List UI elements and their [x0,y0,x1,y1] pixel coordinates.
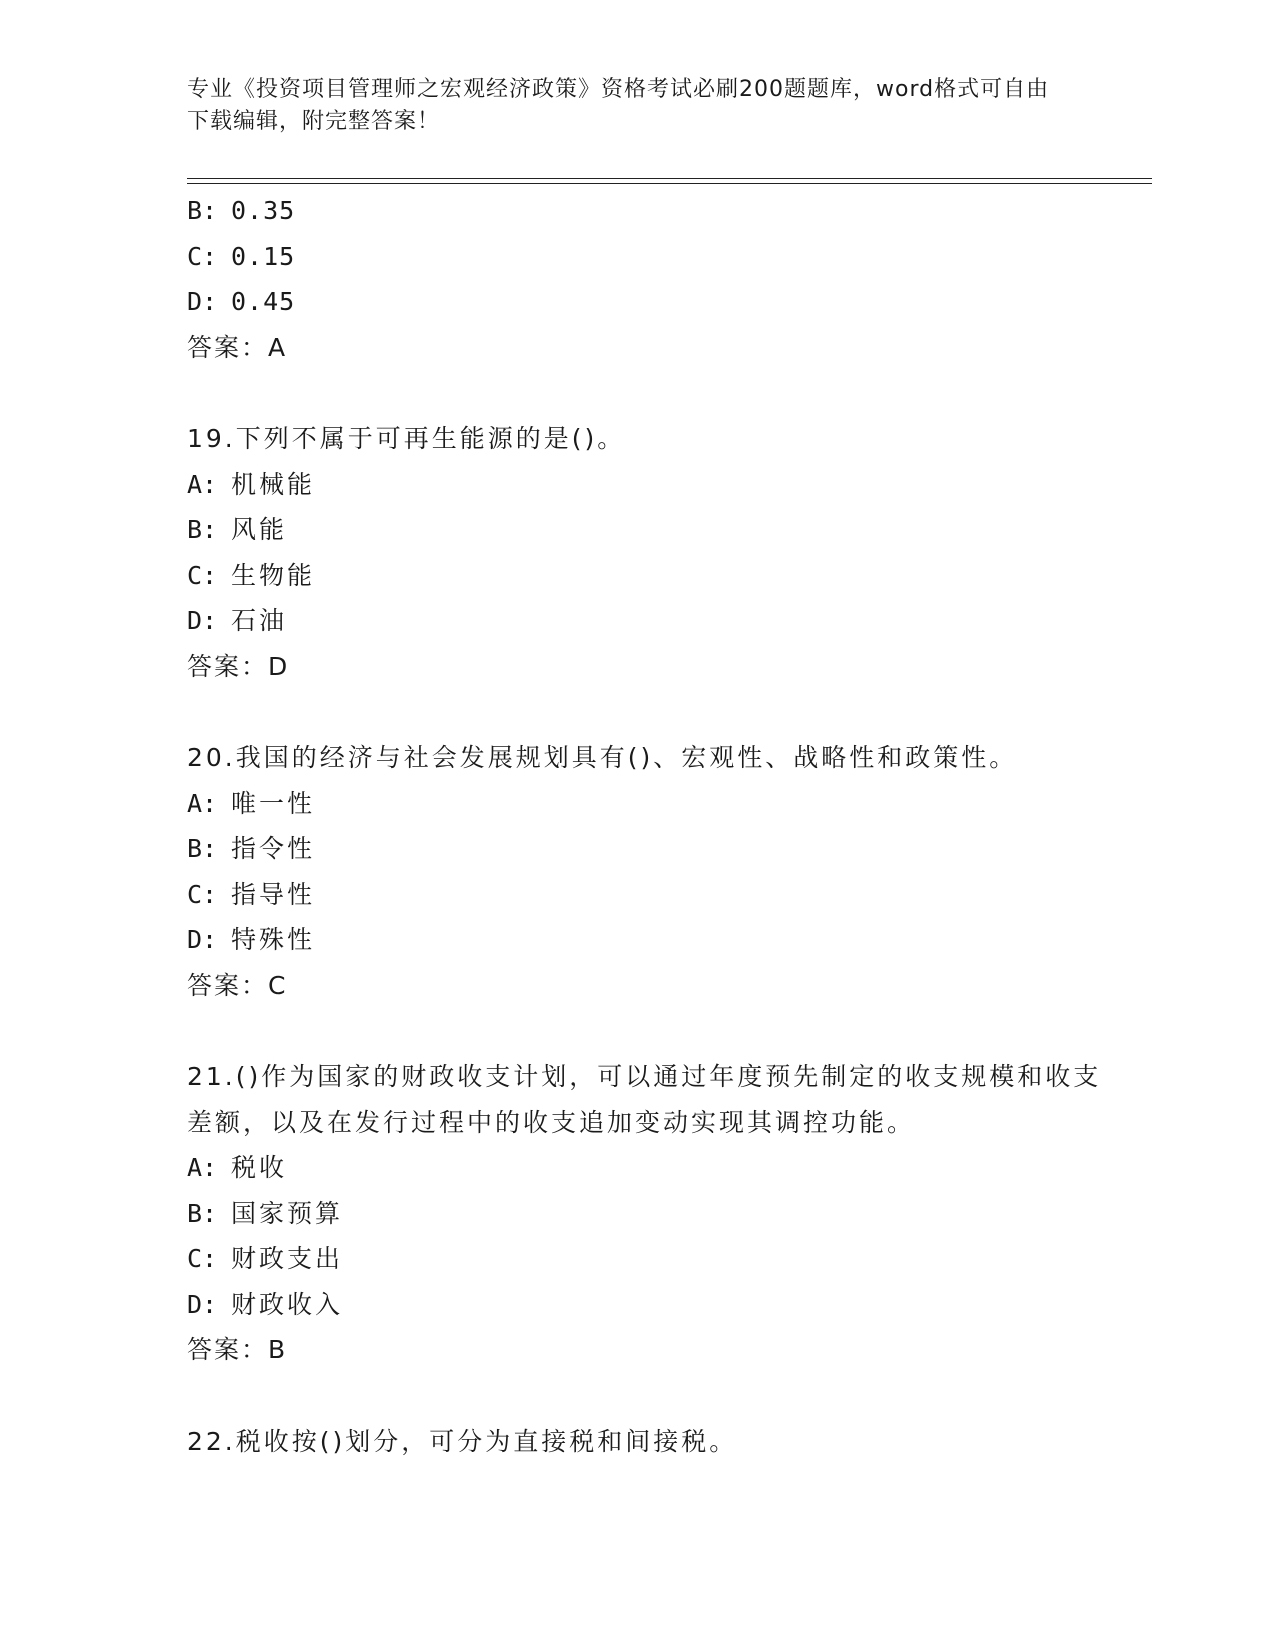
option-letter: A: [187,1153,218,1182]
header-title: 专业《投资项目管理师之宏观经济政策》资格考试必刷200题题库，word格式可自由下载编辑，附完整答案！ [187,77,1050,134]
option-row [187,188,1117,234]
question-text: 22.税收按()划分，可分为直接税和间接税。 [187,1426,738,1456]
option-text: 指导性 [231,879,316,909]
spacer [187,1008,1117,1054]
option-letter: A: [187,788,218,818]
spacer [187,1373,1117,1419]
option-text: 石油 [231,606,288,635]
option-row [187,507,1117,553]
option-text: 风能 [231,515,288,544]
spacer [187,689,1117,735]
option-text: 税收 [231,1153,288,1182]
option-text: 特殊性 [231,925,316,954]
option-row [187,279,1117,325]
option-row [187,1236,1117,1282]
option-text: 生物能 [231,560,316,590]
question-block [187,416,1117,689]
option-letter: D: [187,606,218,635]
option-text: 0.35 [231,196,296,225]
answer-line: 答案：A [187,332,288,362]
option-text: 指令性 [231,834,316,863]
header-rule-top [187,178,1152,179]
option-row [187,1191,1117,1237]
option-text: 0.45 [231,287,296,316]
option-letter: D: [187,925,218,954]
option-row [187,826,1117,872]
option-letter: D: [187,1289,218,1319]
spacer [187,370,1117,416]
option-text: 唯一性 [231,788,316,818]
question-text: 21.()作为国家的财政收支计划，可以通过年度预先制定的收支规模和收支差额，以及在发行过程中的收支追加变动实现其调控功能。 [187,1062,1102,1137]
question-list [187,188,1117,1464]
answer-line: 答案：D [187,651,290,681]
option-row [187,917,1117,963]
option-letter: B: [187,1198,218,1228]
option-text: 0.15 [231,241,296,271]
question-block [187,735,1117,1008]
option-letter: C: [187,241,218,271]
document-header [187,74,1067,138]
option-text: 机械能 [231,469,316,499]
option-letter: A: [187,469,218,499]
option-text: 国家预算 [231,1198,344,1228]
option-letter: D: [187,287,218,316]
option-letter: C: [187,560,218,590]
option-row [187,781,1117,827]
option-row [187,872,1117,918]
option-letter: C: [187,1244,218,1273]
option-letter: B: [187,515,218,544]
carryover-block [187,188,1117,370]
option-row [187,598,1117,644]
option-row [187,234,1117,280]
answer-line: 答案：B [187,1335,288,1364]
option-row [187,1282,1117,1328]
option-letter: B: [187,834,218,863]
option-letter: B: [187,196,218,225]
option-text: 财政收入 [231,1289,344,1319]
option-row [187,1145,1117,1191]
option-text: 财政支出 [231,1244,344,1273]
question-block [187,1054,1117,1373]
question-text: 19.下列不属于可再生能源的是()。 [187,424,626,453]
question-text: 20.我国的经济与社会发展规划具有()、宏观性、战略性和政策性。 [187,743,1018,772]
option-row [187,462,1117,508]
option-letter: C: [187,879,218,909]
answer-line: 答案：C [187,970,288,1000]
option-row [187,553,1117,599]
question-block [187,1419,1117,1465]
header-rule-bottom [187,183,1152,184]
